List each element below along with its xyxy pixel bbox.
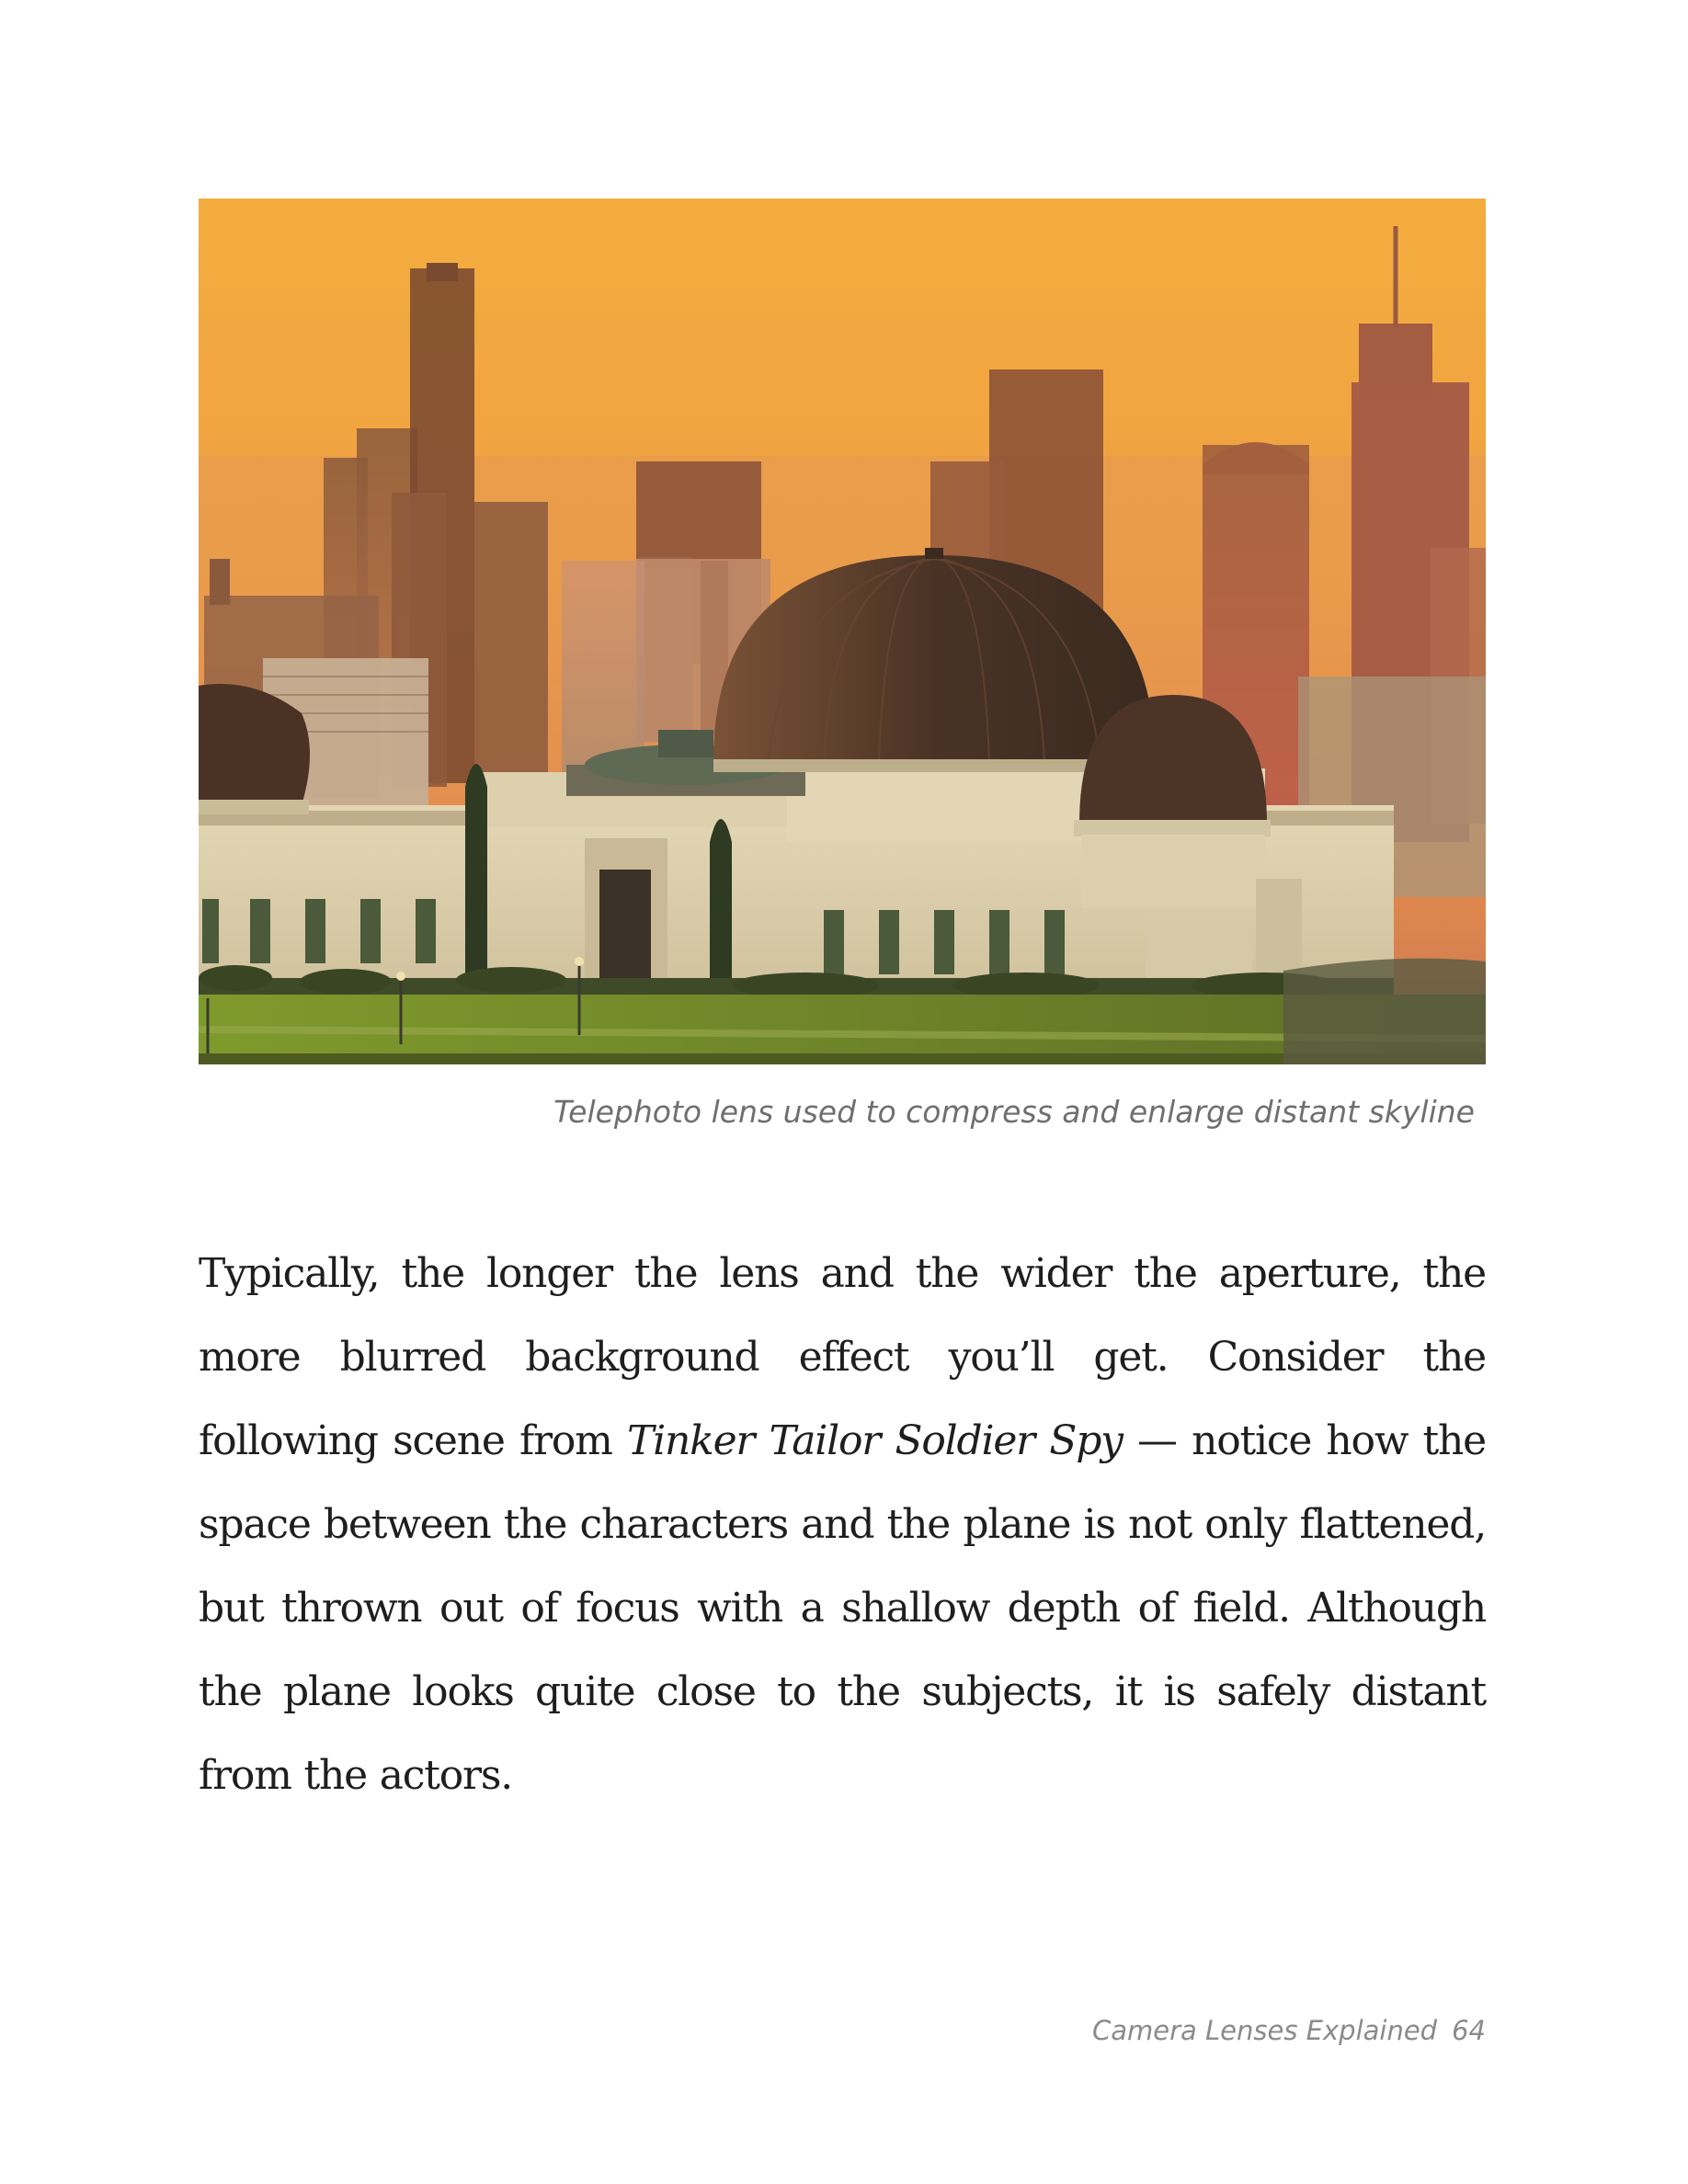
paragraph-text-2: — notice how the space between the characters and the plane is not only flattened, but thrown out of focus with a shallow depth of field. Although the plane looks quite close to the subjects, it is safely distant from the actors. (199, 1417, 1487, 1799)
paragraph-text-1: Typically, the longer the lens and the wider the aperture, the more blurred background effect you’ll get. Consider the following scene from (199, 1250, 1486, 1464)
page-footer (199, 2015, 1486, 2046)
observatory-skyline-image (199, 199, 1486, 1064)
skyline-photo (199, 199, 1486, 1064)
figure-caption: Telephoto lens used to compress and enlarge distant skyline (553, 1094, 1475, 1130)
book-title: Camera Lenses Explained (1092, 2015, 1438, 2046)
page-number: 64 (1452, 2015, 1486, 2046)
film-title: Tinker Tailor Soldier Spy (626, 1417, 1123, 1464)
body-paragraph (199, 1232, 1486, 1817)
